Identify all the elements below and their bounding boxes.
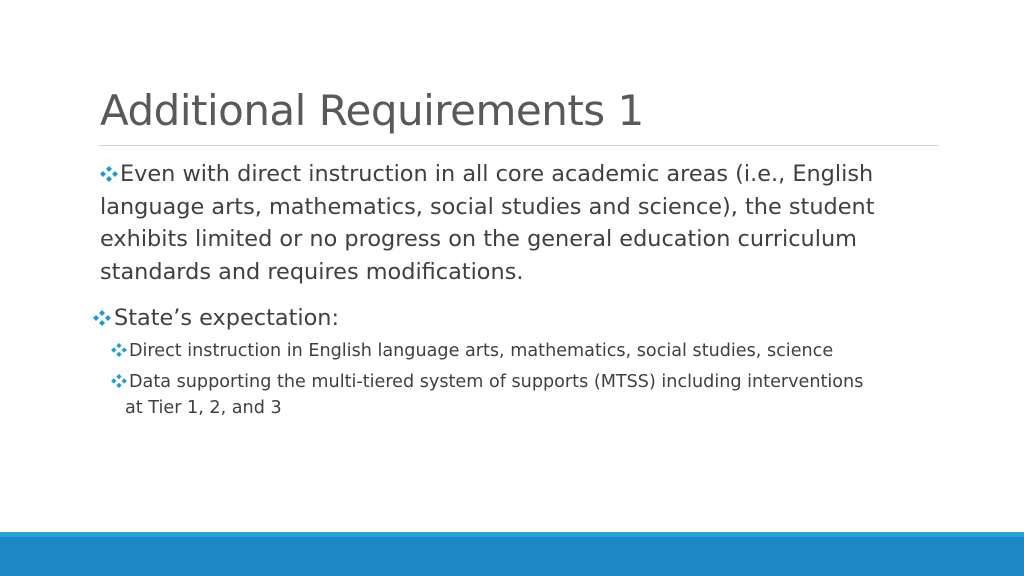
sub-bullet-text: Data supporting the multi-tiered system of supports (MTSS) including interventions — [129, 372, 864, 392]
diamond-bullet-icon — [100, 166, 118, 182]
sub-bullet-continuation: at Tier 1, 2, and 3 — [125, 398, 282, 418]
sub-bullet-direct-instruction — [111, 338, 931, 364]
diamond-bullet-icon — [111, 374, 127, 388]
sub-bullet-mtss — [111, 369, 931, 421]
bullet-expectation — [92, 302, 922, 334]
bullet-expectation-text: State’s expectation: — [114, 305, 340, 331]
bullet-main — [100, 158, 930, 288]
sub-bullet-text: Direct instruction in English language arts, mathematics, social studies, science — [129, 341, 834, 361]
diamond-bullet-icon — [111, 343, 127, 357]
footer-bar — [0, 532, 1024, 576]
diamond-bullet-icon — [92, 310, 112, 326]
footer-band — [0, 537, 1024, 576]
bullet-main-text: Even with direct instruction in all core academic areas (i.e., English language arts, mathematics, social studies and science), the student exhibits limited or no progress on the general education curriculum standards and requires modifications. — [100, 161, 875, 285]
slide-title: Additional Requirements 1 — [100, 86, 644, 135]
